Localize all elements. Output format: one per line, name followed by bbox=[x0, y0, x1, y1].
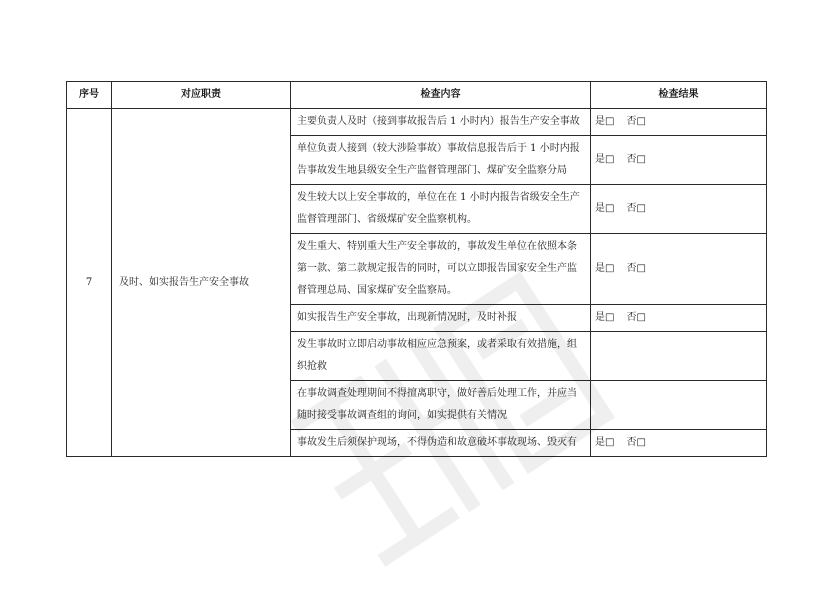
yes-checkbox[interactable]: 是□ bbox=[595, 154, 615, 165]
content-line: 发生重大、特别重大生产安全事故的，事故发生单位在依照本条 bbox=[297, 241, 577, 252]
content-line: 单位负责人接到（较大涉险事故）事故信息报告后于 1 小时内报 bbox=[297, 143, 580, 154]
duty-cell: 及时、如实报告生产安全事故 bbox=[112, 109, 291, 457]
yes-checkbox[interactable]: 是□ bbox=[595, 263, 615, 274]
content-cell bbox=[291, 430, 591, 457]
content-cell bbox=[291, 305, 591, 332]
content-line: 随时接受事故调查组的询问，如实提供有关情况 bbox=[297, 410, 507, 421]
no-checkbox[interactable]: 否□ bbox=[626, 116, 646, 127]
content-cell bbox=[291, 234, 591, 305]
content-cell bbox=[291, 332, 591, 381]
result-cell bbox=[591, 430, 767, 457]
content-cell bbox=[291, 109, 591, 136]
content-line: 发生事故时立即启动事故相应应急预案，或者采取有效措施，组 bbox=[297, 339, 577, 350]
result-cell bbox=[591, 234, 767, 305]
content-line: 织抢救 bbox=[297, 361, 327, 372]
content-line: 如实报告生产安全事故，出现新情况时，及时补报 bbox=[297, 312, 517, 323]
content-cell bbox=[291, 136, 591, 185]
header-content: 检查内容 bbox=[291, 82, 591, 109]
table-header-row bbox=[67, 82, 767, 109]
content-line: 发生较大以上安全事故的，单位在在 1 小时内报告省级安全生产 bbox=[297, 192, 580, 203]
result-cell bbox=[591, 305, 767, 332]
content-line: 在事故调查处理期间不得擅离职守，做好善后处理工作，并应当 bbox=[297, 388, 577, 399]
result-cell bbox=[591, 185, 767, 234]
table-row bbox=[67, 109, 767, 136]
content-line: 主要负责人及时（接到事故报告后 1 小时内）报告生产安全事故 bbox=[297, 116, 580, 127]
yes-checkbox[interactable]: 是□ bbox=[595, 437, 615, 448]
no-checkbox[interactable]: 否□ bbox=[626, 437, 646, 448]
content-line: 第一款、第二款规定报告的同时，可以立即报告国家安全生产监 bbox=[297, 263, 577, 274]
no-checkbox[interactable]: 否□ bbox=[626, 154, 646, 165]
content-line: 监督管理部门、省级煤矿安全监察机构。 bbox=[297, 214, 477, 225]
content-cell bbox=[291, 381, 591, 430]
result-cell bbox=[591, 136, 767, 185]
content-line: 事故发生后须保护现场，不得伪造和故意破坏事故现场、毁灭有 bbox=[297, 437, 577, 448]
header-duty: 对应职责 bbox=[112, 82, 291, 109]
yes-checkbox[interactable]: 是□ bbox=[595, 312, 615, 323]
no-checkbox[interactable]: 否□ bbox=[626, 312, 646, 323]
yes-checkbox[interactable]: 是□ bbox=[595, 116, 615, 127]
result-cell bbox=[591, 381, 767, 430]
item-number: 7 bbox=[67, 109, 112, 457]
content-cell bbox=[291, 185, 591, 234]
result-cell bbox=[591, 332, 767, 381]
no-checkbox[interactable]: 否□ bbox=[626, 203, 646, 214]
yes-checkbox[interactable]: 是□ bbox=[595, 203, 615, 214]
header-result: 检查结果 bbox=[591, 82, 767, 109]
content-line: 告事故发生地县级安全生产监督管理部门、煤矿安全监察分局 bbox=[297, 165, 567, 176]
header-no: 序号 bbox=[67, 82, 112, 109]
no-checkbox[interactable]: 否□ bbox=[626, 263, 646, 274]
inspection-table bbox=[66, 81, 767, 457]
content-line: 督管理总局、国家煤矿安全监察局。 bbox=[297, 285, 457, 296]
result-cell bbox=[591, 109, 767, 136]
table-body bbox=[67, 109, 767, 457]
